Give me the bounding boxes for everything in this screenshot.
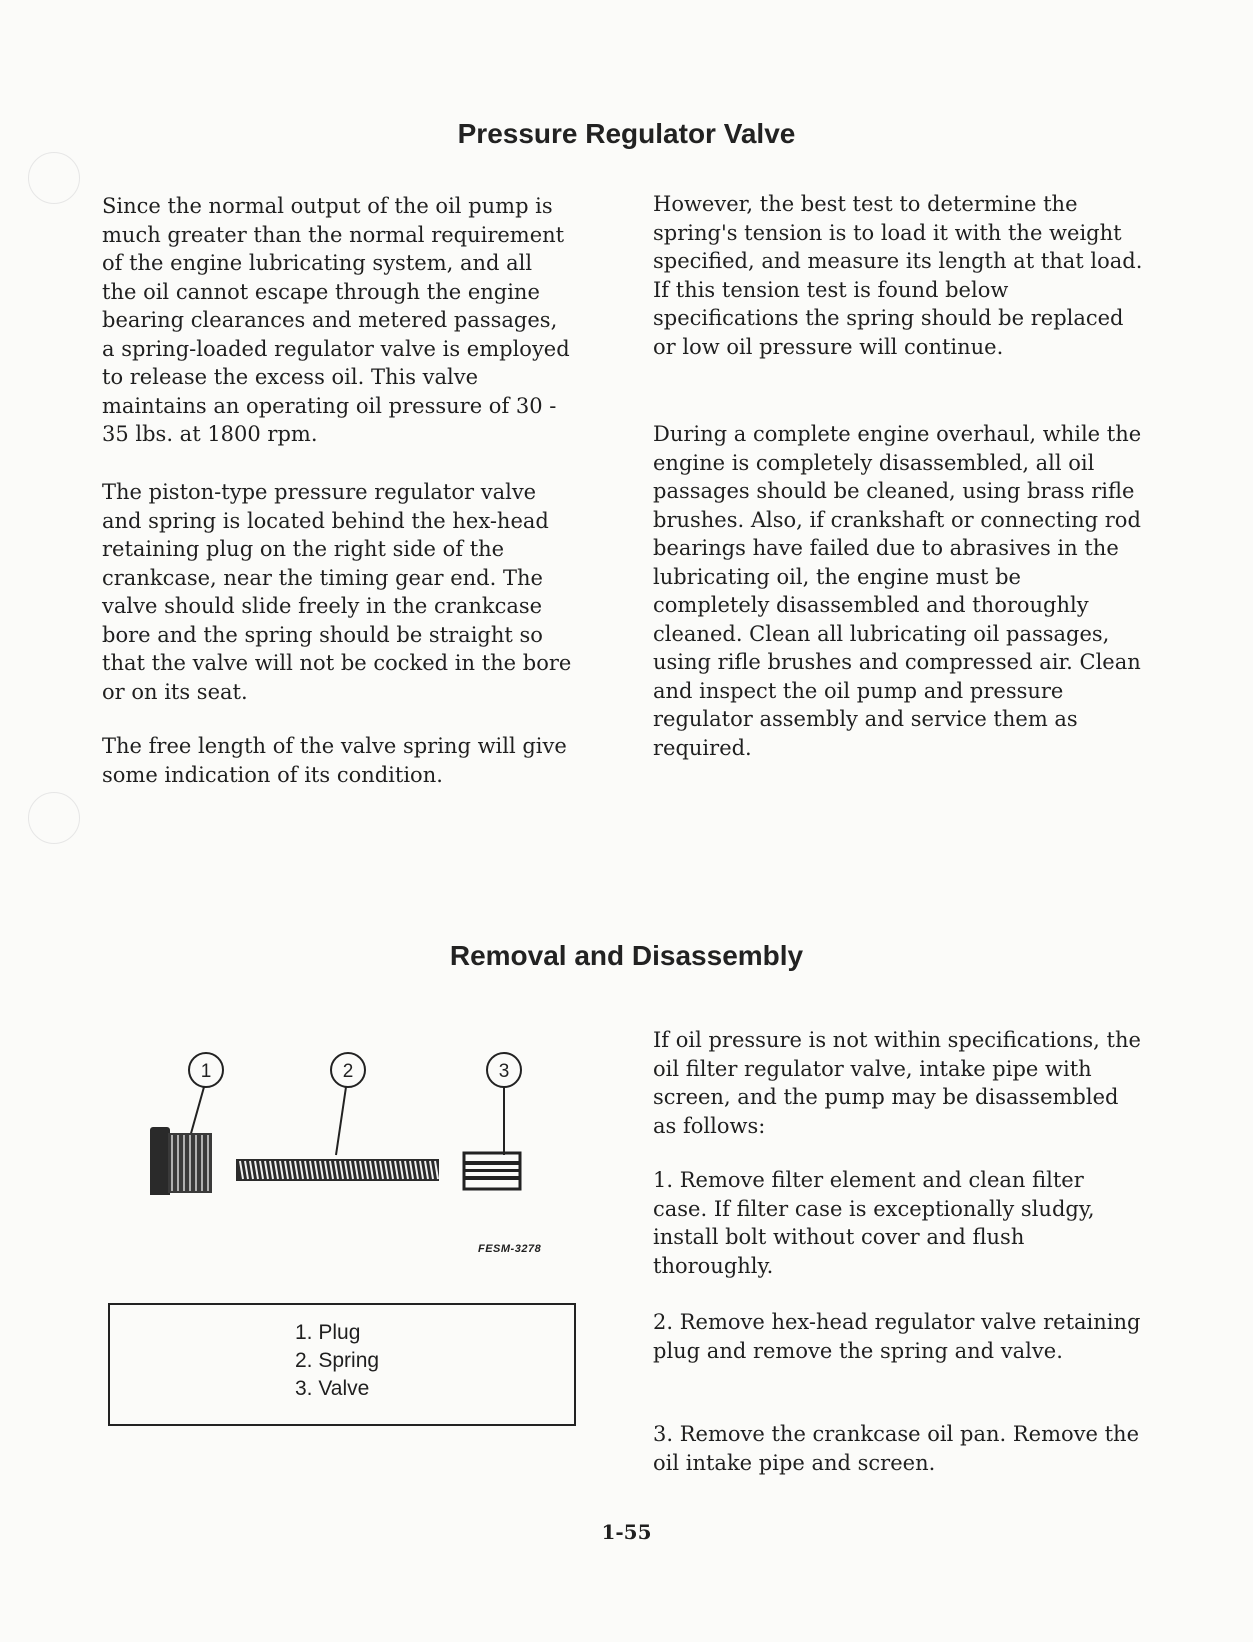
section-heading-pressure-regulator-valve: Pressure Regulator Valve: [457, 118, 796, 149]
spring-part: [236, 1159, 439, 1181]
callout-3-label: 3: [498, 1061, 510, 1082]
callout-2: [331, 1053, 365, 1155]
figure-id: FESM-3278: [478, 1243, 542, 1255]
callout-1-label: 1: [200, 1061, 212, 1082]
removal-intro: If oil pressure is not within specifications, the oil filter regulator valve, intake pipe with screen, and the pump may be disassembled as follows:: [653, 1028, 1141, 1138]
legend-item-valve: 3. Valve: [295, 1377, 370, 1400]
regulator-valve-diagram: [140, 1045, 560, 1195]
paragraph-right-2: During a complete engine overhaul, while the engine is completely disassembled, all oil passages should be cleaned, using brass rifle brushes. Also, if crankshaft or connecting rod bearings have failed due to abrasives in the lubricating oil, the engine must be completely disassembled and thoroughly cleaned. Clean all lubricating oil passages, using rifle brushes and compressed air. Clean and inspect the oil pump and pressure regulator assembly and service them as required.: [653, 422, 1142, 760]
legend-item-plug: 1. Plug: [295, 1321, 361, 1344]
removal-step-3: 3. Remove the crankcase oil pan. Remove the oil intake pipe and screen.: [653, 1422, 1140, 1475]
legend-item-spring: 2. Spring: [295, 1349, 380, 1372]
plug-part: [150, 1127, 212, 1195]
paragraph-right-1: However, the best test to determine the spring's tension is to load it with the weight specified, and measure its length at that load. If this tension test is found below specifications the spring should be replaced or low oil pressure will continue.: [653, 192, 1143, 359]
paragraph-left-1: Since the normal output of the oil pump is much greater than the normal requirement of the engine lubricating system, and all the oil cannot escape through the engine bearing clearances and metered passages, a spring-loaded regulator valve is employed to release the excess oil. This valve maintains an operating oil pressure of 30 - 35 lbs. at 1800 rpm.: [102, 194, 570, 446]
section-heading-removal-and-disassembly: Removal and Disassembly: [449, 940, 804, 971]
paragraph-left-2: The piston-type pressure regulator valve and spring is located behind the hex-head retaining plug on the right side of the crankcase, near the timing gear end. The valve should slide freely in the crankcase bore and the spring should be straight so that the valve will not be cocked in the bore or on its seat.: [102, 480, 572, 704]
figure-legend: [108, 1303, 576, 1426]
removal-step-1: 1. Remove filter element and clean filter case. If filter case is exceptionally sludgy, install bolt without cover and flush thoroughly.: [653, 1168, 1095, 1278]
removal-step-2: 2. Remove hex-head regulator valve retaining plug and remove the spring and valve.: [653, 1310, 1141, 1363]
callout-3: [487, 1053, 521, 1155]
paragraph-left-3: The free length of the valve spring will give some indication of its condition.: [102, 734, 567, 787]
page-number: 1-55: [601, 1520, 652, 1544]
punch-hole-middle: [28, 792, 80, 844]
callout-2-label: 2: [342, 1061, 354, 1082]
punch-hole-top: [28, 152, 80, 204]
callout-1: [189, 1053, 223, 1137]
valve-part: [464, 1153, 520, 1189]
